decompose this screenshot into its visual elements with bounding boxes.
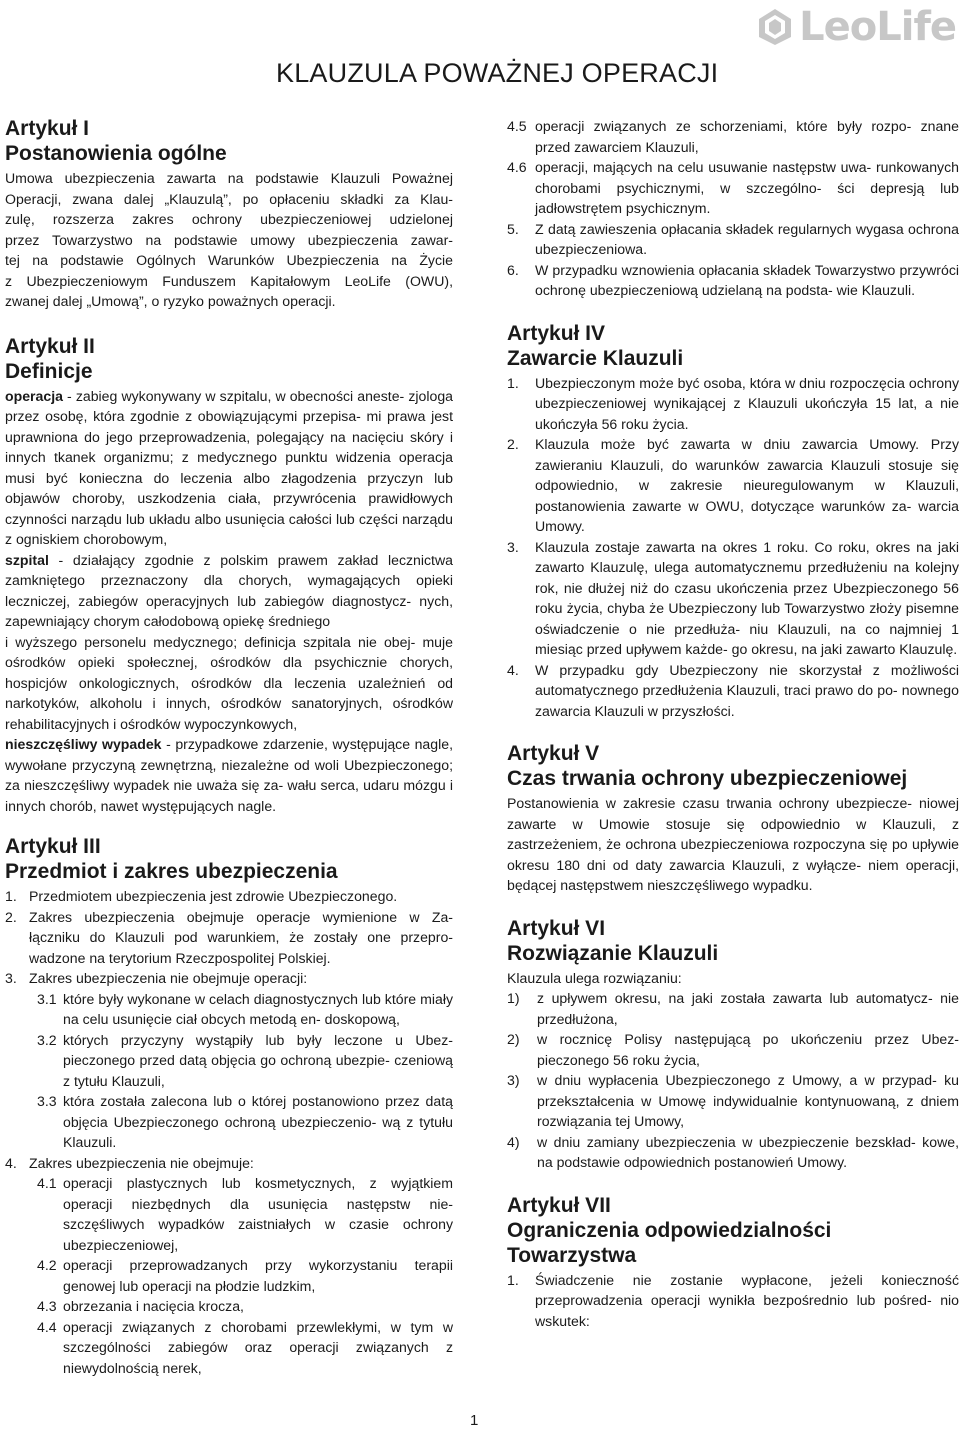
list-item [5,968,453,989]
item-number: 4.6 [507,159,527,175]
item-text: Zakres ubezpieczenia obejmuje operacje wymienione w Za- łączniku do Klauzuli pod warunkiem, że zostały one przepro- wadzone na terytorium Rzeczpospolitej Polskiej. [29,908,453,966]
item-text: operacji przeprowadzanych przy wykorzystaniu terapii genowej lub operacji na płodzie ludzkim, [63,1257,453,1294]
article-3-list [5,886,453,1378]
article-3-title: Przedmiot i zakres ubezpieczenia [5,860,338,883]
article-5-text: Postanowienia w zakresie czasu trwania ochrony ubezpiecze- niowej zawarte w Umowie stosuje się odpowiednio w Klauzuli, z zastrzeżeniem, że ochrona ubezpieczeniowa rozpoczyna się po upływie okresu 180 dni od daty zawarcia Klauzuli, z wyłącze- niem operacji, będącej następstwem nieszczęśliwego wypadku. [507,795,959,893]
list-item [5,1296,453,1317]
item-text: w rocznicę Polisy następującą po ukończeniu przez Ubez- pieczonego 56 roku życia, [537,1031,959,1068]
text-line: z Ubezpieczeniowym Funduszem Kapitałowym LeoLife (OWU), [5,272,453,289]
article-1-heading: Artykuł I [5,117,90,140]
article-5-heading: Artykuł V [507,742,600,765]
item-number: 3.3 [37,1093,57,1109]
list-item [507,373,959,435]
definition-szpital-continued: i wyższego personelu medycznego; definicja szpitala nie obej- muje ośrodków opieki społecznej, ośrodków dla psychicznie chorych, hospicjów onkologicznych, ośrodków dla leczenia uzależnień od narkotyków, alkoholu i innych, ośrodków sanatoryjnych, ośrodków rehabilitacyjnych i ośrodków wypoczynkowych, [5,633,453,732]
leolife-lion-icon [755,7,795,47]
article-3 [5,834,453,1378]
text-line: przez Towarzystwo na podstawie umowy ubezpieczenia zawar- [5,231,453,248]
item-text: W przypadku gdy Ubezpieczony nie skorzystał z możliwości automatycznego przedłużenia Klauzuli, traci prawo do po- nownego zawarcia Klauzuli w przyszłości. [535,661,959,719]
list-item [5,1173,453,1255]
document-title: KLAUZULA POWAŻNEJ OPERACJI [276,58,719,88]
item-number: 4.4 [37,1318,57,1335]
item-number: 3.1 [37,990,57,1007]
list-item [507,1070,959,1132]
item-number: 3. [507,538,519,555]
list-item [507,537,959,660]
definition-szpital [5,550,453,632]
article-3-list-continued [507,116,959,301]
item-text: Ubezpieczonym może być osoba, która w dniu rozpoczęcia ochrony ubezpieczeniowej wynikającej z Klauzuli ukończyła 15 lat, a nie ukończyła 56 roku życia. [535,374,959,432]
list-item [507,219,959,260]
item-number: 4. [5,1154,17,1171]
article-2 [5,334,453,817]
item-text: Świadczenie nie zostanie wypłacone, jeżeli konieczność przeprowadzenia operacji wynikła bezpośrednio lub pośred- nio wskutek: [535,1271,959,1329]
article-3-heading: Artykuł III [5,835,101,858]
list-item [507,660,959,722]
item-text: Przedmiotem ubezpieczenia jest zdrowie Ubezpieczonego. [29,888,398,904]
list-item [5,886,453,907]
item-number: 2) [507,1031,520,1047]
item-number: 4.2 [37,1257,57,1273]
article-5 [507,741,959,896]
item-text: Zakres ubezpieczenia nie obejmuje: [29,1154,254,1171]
definition-nieszczesliwy-wypadek [5,734,453,816]
item-number: 1. [5,888,17,904]
left-column [5,116,453,1378]
item-number: 3) [507,1072,520,1088]
item-text: Z datą zawieszenia opłacania składek regularnych wygasa ochrona ubezpieczeniowa. [535,220,959,257]
article-1-title: Postanowienia ogólne [5,142,227,165]
definition-text: - działający zgodnie z polskim prawem zakład lecznictwa zamkniętego przeznaczony dla chorych, wymagających opieki leczniczej, zabiegów operacyjnych lub zabiegów diagnostycz- nych, zapewniający chorym całodobową opiekę średniego [5,551,453,629]
item-text: operacji związanych ze schorzeniami, które były rozpo- znane przed zawarciem Klauzuli, [535,118,959,155]
list-item [507,988,959,1029]
list-item [5,1255,453,1296]
article-4-title: Zawarcie Klauzuli [507,346,684,370]
article-4-heading: Artykuł IV [507,321,606,345]
leolife-logo [755,4,956,50]
item-number: 1. [507,374,519,391]
definition-text: - zabieg wykonywany w szpitalu, w obecności aneste- zjologa przez osobę, która zgodnie z obowiązującymi przepisa- mi prawa jest uprawniona do jego przeprowadzenia, polegający na nacięciu skóry i innych tkanek organizmu; z medycznego punktu widzenia operacja musi być konieczna do leczenia albo złagodzenia przyczyn lub objawów choroby, uszkodzenia ciała, przywrócenia prawidłowych czynności narządu lub układu albo usunięcia całości lub części narządu z ogniskiem chorobowym, [5,387,453,547]
item-text: w dniu zamiany ubezpieczenia w ubezpieczenie bezskład- kowe, na podstawie odpowiednich postanowień Umowy. [537,1133,959,1170]
article-1 [5,116,453,312]
item-number: 4.5 [507,118,527,134]
article-2-heading: Artykuł II [5,334,95,358]
article-6-intro: Klauzula ulega rozwiązaniu: [507,969,682,986]
list-item [507,260,959,301]
list-item [5,1030,453,1092]
definition-text: - przypadkowe zdarzenie, występujące nagle, wywołane przyczyną zewnętrzną, niezależne od woli Ubezpieczonego; za nieszczęśliwy wypadek nie uważa się za- wału serca, udaru mózgu i innych chorób, nawet występujących nagle. [5,736,453,814]
article-6 [507,916,959,1173]
list-item [507,116,959,157]
article-7-title-line-1: Ograniczenia odpowiedzialności [507,1218,832,1242]
item-number: 2. [507,436,519,452]
item-number: 3. [5,970,17,986]
definition-term: nieszczęśliwy wypadek [5,736,162,752]
item-text: Zakres ubezpieczenia nie obejmuje operacji: [29,970,308,986]
article-1-text [5,168,453,312]
item-number: 2. [5,908,17,925]
article-7-title-line-2: Towarzystwa [507,1243,637,1267]
article-4 [507,321,959,722]
text-line: Umowa ubezpieczenia zawarta na podstawie Klauzuli Poważnej [5,170,453,186]
list-item [507,434,959,537]
item-text: operacji związanych z chorobami przewlekłymi, w tym w szczególności zabiegów oraz operacji związanych z niewydolnością nerek, [63,1318,453,1376]
item-text: operacji plastycznych lub kosmetycznych, z wyjątkiem operacji niezbędnych dla usunięcia następstw nie- szczęśliwych wypadków zaistniałych w czasie ochrony ubezpieczeniowej, [63,1175,453,1253]
item-text: z upływem okresu, na jaki została zawarta lub automatycz- nie przedłużona, [537,990,959,1027]
article-6-list [507,988,959,1173]
text-line: Operacji, zwana dalej „Klauzulą”, po opłaceniu składki za Klau- [5,190,453,207]
list-item [5,989,453,1030]
list-item [5,1153,453,1174]
article-2-title: Definicje [5,359,93,383]
article-6-heading: Artykuł VI [507,916,606,940]
item-number: 4.1 [37,1175,57,1191]
article-4-list [507,373,959,722]
text-line: zwanej dalej „Umową”, o ryzyko poważnych operacji. [5,293,336,309]
item-number: 5. [507,220,519,237]
article-7-heading: Artykuł VII [507,1193,611,1217]
item-text: operacji, mających na celu usuwanie następstw uwa- runkowanych chorobami psychicznymi, w szczególno- ści depresją lub jadłowstrętem psychicznym. [535,159,959,216]
definition-term: szpital [5,551,49,568]
list-item [5,1317,453,1379]
item-text: która została zalecona lub o której postanowiono przez datą objęcia Ubezpieczonego ochroną ubezpieczenio- wą z tytułu Klauzuli. [63,1093,453,1150]
item-number: 6. [507,261,519,278]
right-column [507,116,959,1331]
item-number: 4.3 [37,1298,57,1314]
list-item [507,1029,959,1070]
list-item [5,1091,453,1153]
list-item [5,907,453,969]
page-number: 1 [470,1412,479,1429]
item-text: W przypadku wznowienia opłacania składek Towarzystwo przywróci ochronę ubezpieczeniową udzielaną na podsta- wie Klauzuli. [535,261,959,298]
text-line: zulę, rozszerza zakres ochrony ubezpieczeniowej udzielonej [5,211,453,227]
item-number: 3.2 [37,1031,57,1048]
logo-wordmark: LeoLife [799,4,956,50]
article-6-title: Rozwiązanie Klauzuli [507,941,719,965]
text-line: tej na podstawie Ogólnych Warunków Ubezpieczenia na Życie [5,252,453,268]
item-text: w dniu wypłacenia Ubezpieczonego z Umowy, a w przypad- ku przekształcenia w Umowę indywidualnie kontynuowaną, z dniem rozwiązania tej Umowy, [537,1072,959,1129]
item-number: 4) [507,1133,520,1150]
definition-operacja [5,386,453,550]
item-text: obrzezania i nacięcia krocza, [63,1298,244,1314]
item-text: Klauzula może być zawarta w dniu zawarcia Umowy. Przy zawieraniu Klauzuli, do warunków zawarcia Klauzuli stosuje się odpowiednio, w zakresie nieuregulowanym w Klauzuli, postanowienia zawarte w OWU, dotyczące warunków za- warcia Umowy. [535,436,959,534]
item-number: 1. [507,1271,519,1288]
item-text: których przyczyny wystąpiły lub były leczone u Ubez- pieczonego przed datą objęcia go ochroną ubezpie- czeniową z tytułu Klauzuli, [63,1031,453,1089]
article-5-title: Czas trwania ochrony ubezpieczeniowej [507,767,908,790]
item-number: 1) [507,990,520,1006]
item-text: Klauzula zostaje zawarta na okres 1 roku. Co roku, okres na jaki zawarto Klauzulę, ulega automatycznemu przedłużeniu na kolejny rok, nie dłużej niż do czasu ukończenia przez Ubezpieczonego 56 roku życia, chyba że Ubezpieczony lub Towarzystwo złoży pisemne oświadczenie o nie przedłuża- niu Klauzuli, na co najmniej 1 miesiąc przed upływem każde- go okresu, na jaki zawarto Klauzulę. [535,538,959,657]
item-text: które były wykonane w celach diagnostycznych lub które miały na celu usunięcie ciał obcych metodą en- doskopową, [63,990,453,1027]
definition-term: operacja [5,387,63,404]
list-item [507,1132,959,1173]
article-7 [507,1193,959,1332]
item-number: 4. [507,661,519,678]
list-item [507,157,959,219]
list-item [507,1270,959,1332]
article-7-list [507,1270,959,1332]
